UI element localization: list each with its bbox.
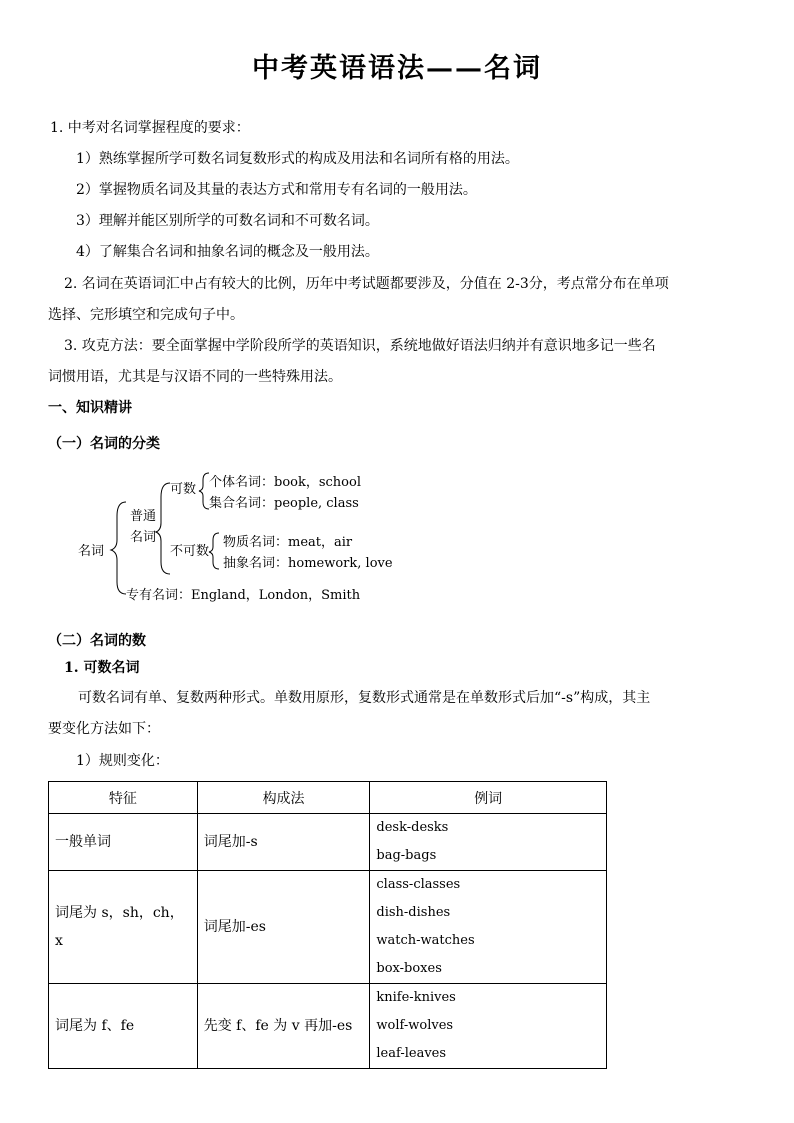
subsection-number: （二）名词的数: [48, 633, 146, 649]
table-header-row: [49, 782, 607, 814]
requirement-item: 1）熟练掌握所学可数名词复数形式的构成及用法和名词所有格的用法。: [76, 151, 519, 167]
example-word: wolf-wolves: [376, 1018, 454, 1033]
example-word: class-classes: [376, 877, 461, 892]
plural-rules-table: [48, 781, 607, 1069]
countable-para-line-1: 可数名词有单、复数两种形式。单数用原形，复数形式通常是在单数形式后加“-s”构成，其主: [78, 690, 651, 706]
row-examples: [370, 814, 607, 871]
rule-label: 1）规则变化：: [76, 753, 169, 769]
row-examples: [370, 984, 607, 1069]
paragraph-2-line-2: 选择、完形填空和完成句子中。: [48, 307, 244, 323]
diagram-common-2: 名词: [130, 530, 157, 545]
table-row: [49, 984, 607, 1069]
subsection-classification: （一）名词的分类: [48, 436, 160, 452]
paragraph-2-line-1: 2. 名词在英语词汇中占有较大的比例，历年中考试题都要涉及，分值在 2-3分，考点常分布在单项: [64, 276, 669, 292]
example-word: knife-knives: [376, 990, 456, 1005]
diagram-root: 名词: [78, 544, 105, 559]
subsection-countable: 1. 可数名词: [64, 660, 140, 676]
diagram-proper: 专有名词：England，London，Smith: [126, 588, 361, 603]
diagram-countable: 可数: [170, 482, 197, 497]
example-word: bag-bags: [376, 848, 437, 863]
diagram-common-1: 普通: [130, 509, 157, 524]
table-row: [49, 814, 607, 871]
diagram-material: 物质名词：meat，air: [223, 535, 353, 550]
requirement-item: 4）了解集合名词和抽象名词的概念及一般用法。: [76, 244, 379, 260]
diagram-individual: 个体名词：book，school: [209, 475, 361, 490]
row-feature: 词尾为 f、fe: [49, 984, 198, 1069]
requirements-title: 1. 中考对名词掌握程度的要求：: [50, 120, 250, 136]
example-word: dish-dishes: [376, 905, 451, 920]
requirement-item: 2）掌握物质名词及其量的表达方式和常用专有名词的一般用法。: [76, 182, 477, 198]
requirement-item: 3）理解并能区别所学的可数名词和不可数名词。: [76, 213, 379, 229]
example-word: watch-watches: [376, 933, 475, 948]
page-title: 中考英语语法——名词: [252, 53, 542, 84]
example-word: leaf-leaves: [376, 1046, 447, 1061]
row-rule: 先变 f、fe 为 v 再加-es: [197, 984, 370, 1069]
row-rule: 词尾加-s: [197, 814, 370, 871]
header-examples: 例词: [370, 782, 607, 814]
paragraph-3-line-2: 词惯用语，尤其是与汉语不同的一些特殊用法。: [48, 369, 342, 385]
row-examples: [370, 871, 607, 984]
example-word: box-boxes: [376, 961, 442, 976]
diagram-collective: 集合名词：people, class: [209, 496, 359, 511]
row-rule: 词尾加-es: [197, 871, 370, 984]
countable-para-line-2: 要变化方法如下：: [48, 721, 160, 737]
header-feature: 特征: [49, 782, 198, 814]
row-feature: 一般单词: [49, 814, 198, 871]
row-feature: 词尾为 s，sh，ch，x: [49, 871, 198, 984]
diagram-abstract: 抽象名词：homework, love: [223, 556, 393, 571]
header-rule: 构成法: [197, 782, 370, 814]
section-heading: 一、知识精讲: [48, 400, 132, 416]
paragraph-3-line-1: 3. 攻克方法：要全面掌握中学阶段所学的英语知识，系统地做好语法归纳并有意识地多记一些名: [64, 338, 656, 354]
example-word: desk-desks: [376, 820, 449, 835]
diagram-uncountable: 不可数: [170, 544, 210, 559]
table-row: [49, 871, 607, 984]
